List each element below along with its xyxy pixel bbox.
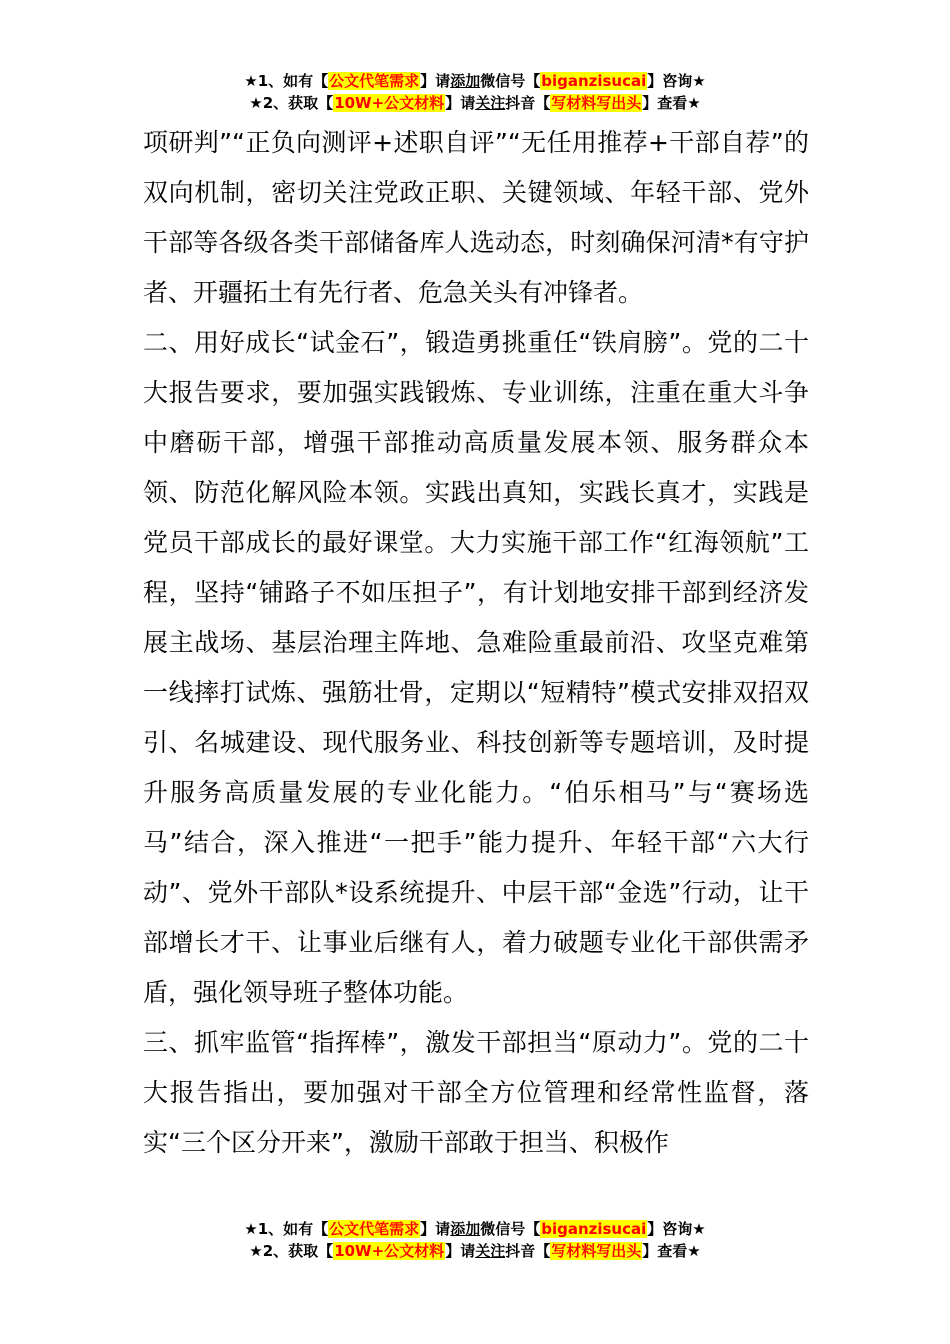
banner-line-2: [0, 92, 950, 114]
banner-line-1-underlined: 添加: [450, 72, 481, 90]
header-banner: [0, 70, 950, 114]
footer-line-1-highlight-2: biganzisucai: [541, 1220, 647, 1238]
paragraph-1: 项研判”“正负向测评+述职自评”“无任用推荐+干部自荐”的双向机制，密切关注党政正职、关键领域、年轻干部、党外干部等各级各类干部储备库人选动态，时刻确保河清*有守护者、开疆拓土有先行者、危急关头有冲锋者。: [143, 128, 809, 307]
footer-line-2-middle-2: 抖音【: [505, 1242, 551, 1260]
footer-line-2-prefix: ★2、获取【: [249, 1242, 334, 1260]
banner-line-2-middle-1: 】请: [445, 94, 476, 112]
footer-line-1-middle-1: 】请: [420, 1220, 451, 1238]
footer-line-2: [0, 1240, 950, 1262]
banner-line-2-underlined: 关注: [475, 94, 506, 112]
banner-line-2-prefix: ★2、获取【: [249, 94, 334, 112]
footer-line-2-highlight-2: 写材料写出头: [551, 1242, 642, 1260]
banner-line-1-highlight-2: biganzisucai: [541, 72, 647, 90]
banner-line-1-middle-1: 】请: [420, 72, 451, 90]
footer-line-1-suffix: 】咨询★: [647, 1220, 706, 1238]
paragraph-3: 三、抓牢监管“指挥棒”，激发干部担当“原动力”。党的二十大报告指出，要加强对干部全方位管理和经常性监督，落实“三个区分开来”，激励干部敢于担当、积极作: [143, 1028, 809, 1157]
footer-line-2-underlined: 关注: [475, 1242, 506, 1260]
banner-line-2-highlight-1: 10W+公文材料: [334, 94, 445, 112]
banner-line-1-prefix: ★1、如有【: [244, 72, 329, 90]
footer-line-1: [0, 1218, 950, 1240]
footer-banner: [0, 1218, 950, 1262]
footer-line-2-suffix: 】查看★: [642, 1242, 701, 1260]
banner-line-2-highlight-2: 写材料写出头: [551, 94, 642, 112]
banner-line-1-highlight-1: 公文代笔需求: [329, 72, 420, 90]
paragraph-2: 二、用好成长“试金石”，锻造勇挑重任“铁肩膀”。党的二十大报告要求，要加强实践锻炼、专业训练，注重在重大斗争中磨砺干部，增强干部推动高质量发展本领、服务群众本领、防范化解风险本领。实践出真知，实践长真才，实践是党员干部成长的最好课堂。大力实施干部工作“红海领航”工程，坚持“铺路子不如压担子”，有计划地安排干部到经济发展主战场、基层治理主阵地、急难险重最前沿、攻坚克难第一线摔打试炼、强筋壮骨，定期以“短精特”模式安排双招双引、名城建设、现代服务业、科技创新等专题培训，及时提升服务高质量发展的专业化能力。“伯乐相马”与“赛场选马”结合，深入推进“一把手”能力提升、年轻干部“六大行动”、党外干部队*设系统提升、中层干部“金选”行动，让干部增长才干、让事业后继有人，着力破题专业化干部供需矛盾，强化领导班子整体功能。: [143, 328, 809, 1007]
banner-line-2-middle-2: 抖音【: [505, 94, 551, 112]
banner-line-2-suffix: 】查看★: [642, 94, 701, 112]
banner-line-1-middle-2: 微信号【: [480, 72, 541, 90]
banner-line-1: [0, 70, 950, 92]
footer-line-1-underlined: 添加: [450, 1220, 481, 1238]
document-body: [143, 118, 809, 1168]
footer-line-2-highlight-1: 10W+公文材料: [334, 1242, 445, 1260]
footer-line-2-middle-1: 】请: [445, 1242, 476, 1260]
banner-line-1-suffix: 】咨询★: [647, 72, 706, 90]
footer-line-1-prefix: ★1、如有【: [244, 1220, 329, 1238]
footer-line-1-middle-2: 微信号【: [480, 1220, 541, 1238]
footer-line-1-highlight-1: 公文代笔需求: [329, 1220, 420, 1238]
